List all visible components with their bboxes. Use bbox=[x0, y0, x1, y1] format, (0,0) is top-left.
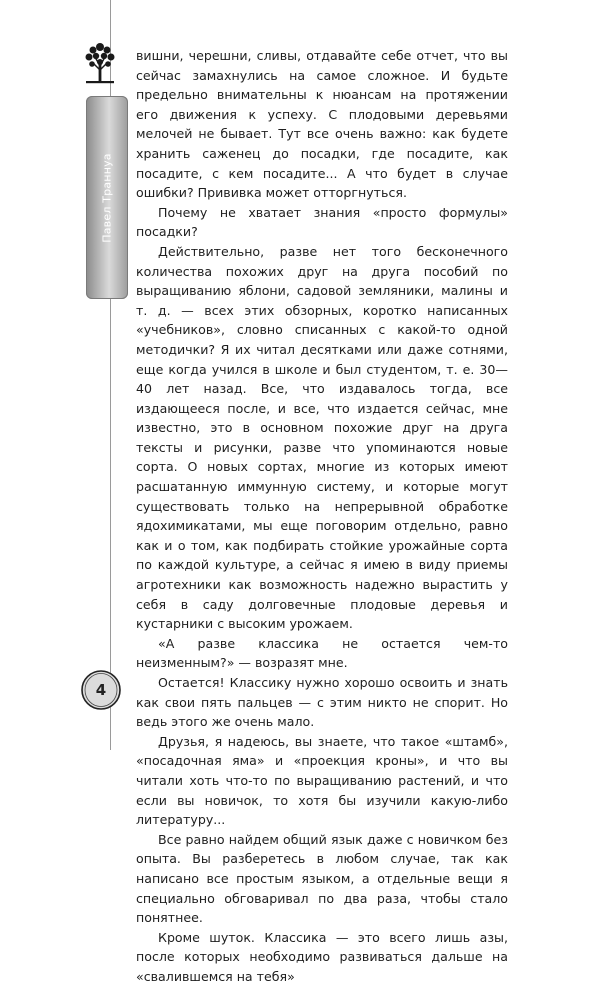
paragraph: Остается! Классику нужно хорошо освоить и знать как свои пять пальцев — с этим никто не спорит. Но ведь этого же очень мало. bbox=[136, 675, 508, 730]
author-label: Павел Траннуа bbox=[100, 153, 114, 243]
author-side-tab bbox=[86, 96, 128, 299]
paragraph: Все равно найдем общий язык даже с новичком без опыта. Вы разберетесь в любом случае, так как написано все простым языком, а отдельные вещи я специально обговаривал по два раза, чтобы стало понятнее. bbox=[136, 831, 508, 926]
tree-icon bbox=[82, 40, 118, 86]
page-number: 4 bbox=[95, 681, 107, 699]
body-text bbox=[136, 46, 508, 987]
paragraph-continued: вишни, черешни, сливы, отдавайте себе отчет, что вы сейчас замахнулись на самое сложное. И будьте предельно внимательны к нюансам на протяжении его движения к успеху. С плодовыми деревьями мелочей не бывает. Тут все очень важно: как будете хранить саженец до посадки, где посадите, как посадите, с кем посадите... А что будет в случае ошибки? Прививка может отторгнуться. bbox=[136, 48, 508, 201]
paragraph: Друзья, я надеюсь, вы знаете, что такое «штамб», «посадочная яма» и «проекция кроны», и что вы читали хоть что-то по выращиванию растений, и что если вы новичок, то хотя бы изучили какую-либо литературу... bbox=[136, 733, 508, 828]
paragraph: Кроме шуток. Классика — это всего лишь азы, после которых необходимо развиваться дальше на «свалившемся на тебя» bbox=[136, 929, 508, 984]
paragraph: «А разве классика не остается чем-то неизменным?» — возразят мне. bbox=[136, 635, 508, 671]
paragraph: Почему не хватает знания «просто формулы» посадки? bbox=[136, 204, 508, 240]
paragraph: Действительно, разве нет того бесконечного количества похожих друг на друга пособий по выращиванию яблони, садовой земляники, малины и т. д. — всех этих обзорных, коротко написанных «учебников», словно списанных с какой-то одной методички? Я их читал десятками или даже сотнями, еще когда учился в школе и был студентом, т. е. 30—40 лет назад. Все, что издавалось тогда, все издающееся после, и все, что издается сейчас, мне известно, это в основном похожие друг на друга тексты и рисунки, разве что упоминаются новые сорта. О новых сортах, многие из которых имеют расшатанную иммунную систему, и которые могут существовать только на непрерывной обработке ядохимикатами, мы еще поговорим отдельно, равно как и о том, как подбирать стойкие урожайные сорта по каждой культуре, а сейчас я имею в виду приемы агротехники как возможность надежно вырастить у себя в саду долговечные плодовые деревья и кустарники с высоким урожаем. bbox=[136, 243, 508, 632]
